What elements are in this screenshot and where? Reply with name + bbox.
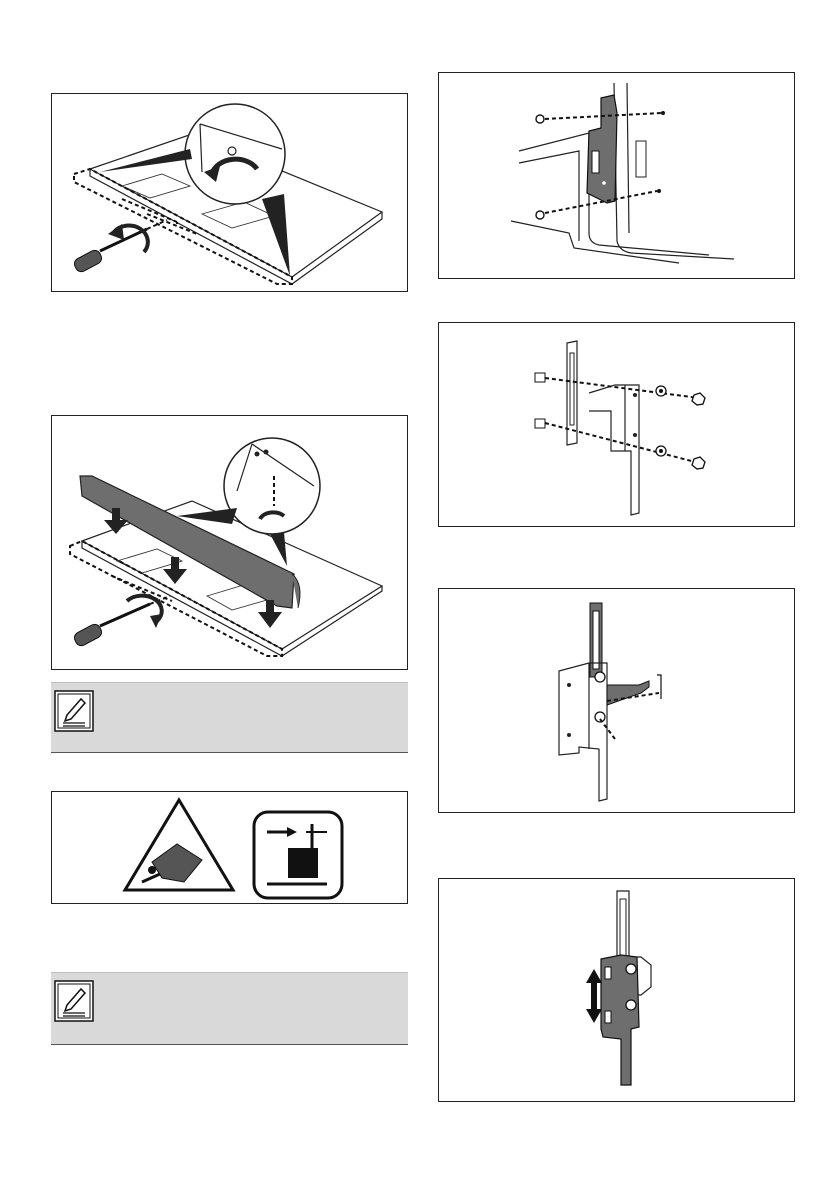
anti-tilt-bracket-icon: [254, 812, 342, 898]
figure-bracket-assembly: [438, 322, 795, 527]
figure-bracket-hook: [438, 588, 795, 813]
illustration-bracket-assembly: [439, 323, 796, 528]
pencil-note-icon: [53, 689, 97, 735]
note-box: [51, 972, 408, 1045]
tip-over-warning-icon: [125, 800, 233, 890]
figure-remove-skirting-screws: [51, 93, 408, 292]
figure-bracket-adjust: [438, 878, 795, 1102]
illustration-cooker-top-unscrew: [52, 94, 409, 293]
illustration-rear-panel-fitting: [52, 416, 409, 671]
warning-symbols: [51, 791, 408, 904]
pencil-note-icon: [53, 979, 97, 1025]
double-arrow-icon: [586, 969, 602, 1023]
illustration-bracket-hook: [439, 589, 796, 814]
illustration-bracket-oven-side: [439, 73, 796, 280]
note-box: [51, 682, 408, 753]
figure-bracket-on-oven-side: [438, 72, 795, 279]
illustration-bracket-adjust: [439, 879, 796, 1103]
warnings-illustration: [52, 792, 409, 905]
figure-fit-rear-panel: [51, 415, 408, 670]
